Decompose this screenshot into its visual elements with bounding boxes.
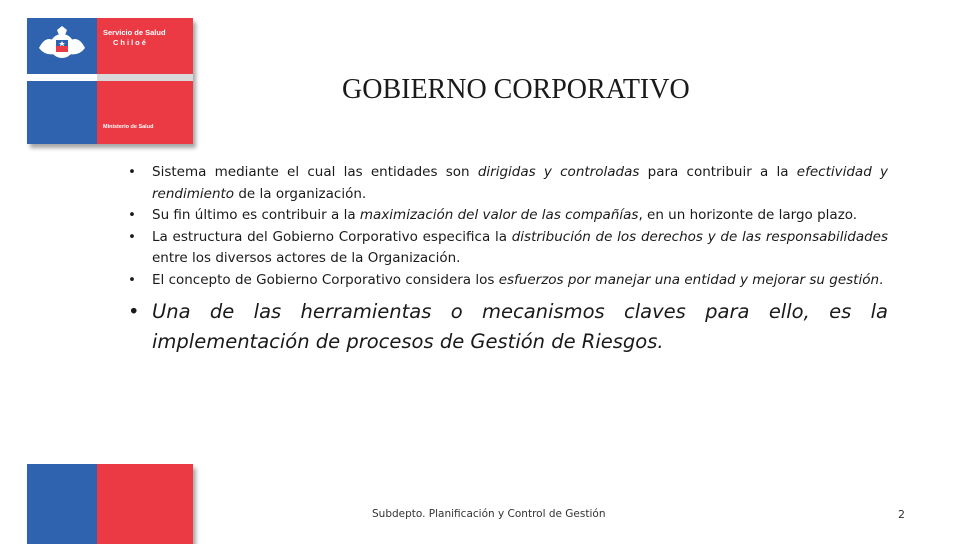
health-service-logo xyxy=(27,18,193,144)
bullet-item xyxy=(128,270,888,292)
bullet-text: La estructura del Gobierno Corporativo especifica la xyxy=(152,228,512,245)
coat-of-arms-icon xyxy=(35,26,89,64)
page-number: 2 xyxy=(898,508,905,521)
bullet-marker: • xyxy=(128,207,136,223)
bullet-text: , en un horizonte de largo plazo. xyxy=(638,207,858,223)
emphasized-text: esfuerzos por manejar una entidad y mejorar su gestión xyxy=(498,271,880,288)
highlight-bullet xyxy=(128,297,888,357)
bullet-item xyxy=(128,227,888,270)
bullet-item xyxy=(128,205,888,227)
slide-content xyxy=(128,162,888,357)
footer-department: Subdepto. Planificación y Control de Gestión xyxy=(372,508,606,520)
bullet-marker: • xyxy=(128,300,140,323)
bullet-text: de la organización. xyxy=(234,185,367,202)
footer-logo xyxy=(27,464,193,544)
logo-ministry: Ministerio de Salud xyxy=(103,124,154,130)
bullet-marker: • xyxy=(128,271,136,288)
emphasized-text: maximización del valor de las compañías xyxy=(359,207,639,223)
bullet-text: entre los diversos actores de la Organización. xyxy=(152,250,461,266)
bullet-text: El concepto de Gobierno Corporativo considera los xyxy=(152,271,499,288)
logo-service-location: Chiloé xyxy=(113,38,148,47)
emphasized-text: dirigidas y controladas xyxy=(477,164,640,180)
highlight-text: Una de las herramientas o mecanismos claves para ello, es la implementación de procesos de Gestión de Riesgos. xyxy=(152,300,888,353)
logo-service-name: Servicio de Salud xyxy=(103,28,166,37)
bullet-text: . xyxy=(879,271,884,288)
bullet-text: Sistema mediante el cual las entidades son xyxy=(152,164,478,180)
emphasized-text: efectividad y rendimiento xyxy=(152,164,889,202)
bullet-item xyxy=(128,162,888,205)
bullet-list xyxy=(128,162,888,291)
bullet-marker: • xyxy=(128,228,136,245)
bullet-text: Su fin último es contribuir a la xyxy=(152,207,360,223)
bullet-text: para contribuir a la xyxy=(639,164,797,180)
logo-blue-panel xyxy=(27,18,97,144)
bullet-marker: • xyxy=(128,164,136,180)
emphasized-text: distribución de los derechos y de las responsabilidades xyxy=(511,228,888,245)
footer-logo-blue xyxy=(27,464,97,544)
logo-red-panel xyxy=(97,18,193,144)
slide-title: GOBIERNO CORPORATIVO xyxy=(342,74,690,105)
footer-logo-red xyxy=(97,464,193,544)
